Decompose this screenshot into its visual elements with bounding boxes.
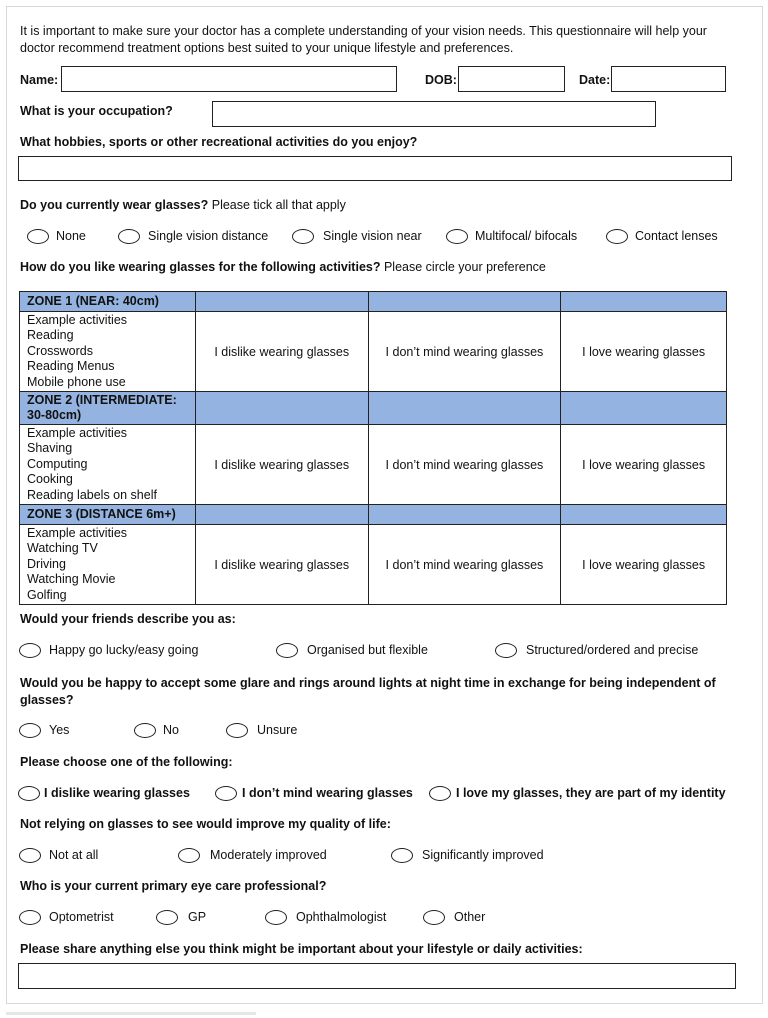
name-label: Name: bbox=[20, 73, 59, 87]
activity-item: Reading labels on shelf bbox=[27, 487, 157, 502]
radio-ophthalmologist[interactable] bbox=[265, 910, 287, 925]
radio-structured[interactable] bbox=[495, 643, 517, 658]
radio-not-at-all[interactable] bbox=[19, 848, 41, 863]
radio-significantly-improved[interactable] bbox=[391, 848, 413, 863]
activity-item: Mobile phone use bbox=[27, 374, 126, 389]
radio-unsure[interactable] bbox=[226, 723, 248, 738]
glare-question: Would you be happy to accept some glare and rings around lights at night time in exchange for being independent of glasses? bbox=[20, 676, 716, 707]
friends-question: Would your friends describe you as: bbox=[20, 612, 236, 626]
zone-3-pref-dislike[interactable]: I dislike wearing glasses bbox=[195, 525, 368, 605]
option-moderately-improved: Moderately improved bbox=[210, 848, 327, 862]
option-dislike-glasses: I dislike wearing glasses bbox=[44, 786, 190, 800]
radio-love-glasses[interactable] bbox=[429, 786, 451, 801]
zone-header-row bbox=[20, 292, 727, 312]
radio-multifocal[interactable] bbox=[446, 229, 468, 244]
option-single-vision-near: Single vision near bbox=[323, 229, 422, 243]
zone-2-pref-love[interactable]: I love wearing glasses bbox=[561, 425, 727, 505]
radio-single-vision-distance[interactable] bbox=[118, 229, 140, 244]
option-multifocal: Multifocal/ bifocals bbox=[475, 229, 578, 243]
activity-item: Reading Menus bbox=[27, 359, 115, 374]
zone-row bbox=[20, 312, 727, 392]
intro-text: It is important to make sure your doctor has a complete understanding of your vision needs. This questionnaire will help your doctor recommend treatment options best suited to your unique lifestyle and preferences. bbox=[20, 24, 707, 55]
activity-item: Watching Movie bbox=[27, 572, 116, 587]
dob-label: DOB: bbox=[425, 73, 457, 87]
option-organised: Organised but flexible bbox=[307, 643, 428, 657]
name-field[interactable] bbox=[61, 66, 397, 92]
activities-question-bold: How do you like wearing glasses for the following activities? bbox=[20, 260, 381, 274]
activity-item: Shaving bbox=[27, 441, 73, 456]
zone-1-pref-dislike[interactable]: I dislike wearing glasses bbox=[195, 312, 368, 392]
option-single-vision-distance: Single vision distance bbox=[148, 229, 269, 243]
dob-field[interactable] bbox=[458, 66, 565, 92]
option-other: Other bbox=[454, 910, 486, 924]
zone-header-row bbox=[20, 505, 727, 525]
zone-2-activities bbox=[20, 425, 196, 505]
radio-no[interactable] bbox=[134, 723, 156, 738]
option-significantly-improved: Significantly improved bbox=[422, 848, 544, 862]
radio-contact-lenses[interactable] bbox=[606, 229, 628, 244]
glasses-question-bold: Do you currently wear glasses? bbox=[20, 198, 209, 212]
glasses-question-rest: Please tick all that apply bbox=[208, 198, 346, 212]
hobbies-field[interactable] bbox=[18, 156, 732, 181]
radio-organised[interactable] bbox=[276, 643, 298, 658]
quality-question: Not relying on glasses to see would improve my quality of life: bbox=[20, 817, 391, 831]
radio-moderately-improved[interactable] bbox=[178, 848, 200, 863]
zone-row bbox=[20, 425, 727, 505]
activities-question bbox=[20, 260, 546, 274]
zone-2-pref-dislike[interactable]: I dislike wearing glasses bbox=[195, 425, 368, 505]
zone-3-activities bbox=[20, 525, 196, 605]
choose-question: Please choose one of the following: bbox=[20, 755, 233, 769]
zone-1-pref-dont-mind[interactable]: I don’t mind wearing glasses bbox=[368, 312, 561, 392]
option-dont-mind-glasses: I don’t mind wearing glasses bbox=[242, 786, 413, 800]
radio-dont-mind-glasses[interactable] bbox=[215, 786, 237, 801]
zone-1-title: ZONE 1 (NEAR: 40cm) bbox=[20, 292, 196, 312]
activity-item: Example activities bbox=[27, 526, 128, 541]
activity-item: Example activities bbox=[27, 313, 128, 327]
activity-item: Example activities bbox=[27, 426, 128, 441]
date-field[interactable] bbox=[611, 66, 726, 92]
option-not-at-all: Not at all bbox=[49, 848, 99, 862]
option-structured: Structured/ordered and precise bbox=[526, 643, 699, 657]
date-label: Date: bbox=[579, 73, 611, 87]
zone-1-activities bbox=[20, 312, 196, 392]
zone-3-pref-dont-mind[interactable]: I don’t mind wearing glasses bbox=[368, 525, 561, 605]
activity-item: Crosswords bbox=[27, 343, 93, 358]
option-yes: Yes bbox=[49, 723, 70, 737]
radio-none[interactable] bbox=[27, 229, 49, 244]
zone-1-pref-love[interactable]: I love wearing glasses bbox=[561, 312, 727, 392]
radio-dislike-glasses[interactable] bbox=[18, 786, 40, 801]
option-none: None bbox=[56, 229, 86, 243]
radio-happy-go-lucky[interactable] bbox=[19, 643, 41, 658]
activity-item: Watching TV bbox=[27, 541, 98, 556]
share-question: Please share anything else you think might be important about your lifestyle or daily activities: bbox=[20, 942, 583, 956]
glasses-question bbox=[20, 198, 346, 212]
option-happy-go-lucky: Happy go lucky/easy going bbox=[49, 643, 199, 657]
option-unsure: Unsure bbox=[257, 723, 298, 737]
option-gp: GP bbox=[188, 910, 207, 924]
zone-header-row bbox=[20, 392, 727, 425]
hobbies-label: What hobbies, sports or other recreational activities do you enjoy? bbox=[20, 135, 418, 149]
zone-3-title: ZONE 3 (DISTANCE 6m+) bbox=[20, 505, 196, 525]
option-optometrist: Optometrist bbox=[49, 910, 114, 924]
option-contact-lenses: Contact lenses bbox=[635, 229, 718, 243]
activity-item: Golfing bbox=[27, 587, 67, 602]
option-no: No bbox=[163, 723, 179, 737]
option-love-glasses: I love my glasses, they are part of my identity bbox=[456, 786, 726, 800]
activity-item: Cooking bbox=[27, 472, 73, 487]
professional-question: Who is your current primary eye care professional? bbox=[20, 879, 327, 893]
radio-optometrist[interactable] bbox=[19, 910, 41, 925]
radio-gp[interactable] bbox=[156, 910, 178, 925]
footer-rule bbox=[6, 1012, 256, 1015]
radio-yes[interactable] bbox=[19, 723, 41, 738]
zones-table bbox=[19, 291, 727, 605]
occupation-field[interactable] bbox=[212, 101, 656, 127]
zone-row bbox=[20, 525, 727, 605]
radio-single-vision-near[interactable] bbox=[292, 229, 314, 244]
share-field[interactable] bbox=[18, 963, 736, 989]
activity-item: Driving bbox=[27, 556, 66, 571]
zone-2-pref-dont-mind[interactable]: I don’t mind wearing glasses bbox=[368, 425, 561, 505]
occupation-label: What is your occupation? bbox=[20, 104, 173, 118]
activities-question-rest: Please circle your preference bbox=[380, 260, 546, 274]
radio-other[interactable] bbox=[423, 910, 445, 925]
activity-item: Computing bbox=[27, 456, 88, 471]
zone-3-pref-love[interactable]: I love wearing glasses bbox=[561, 525, 727, 605]
activity-item: Reading bbox=[27, 328, 74, 343]
option-ophthalmologist: Ophthalmologist bbox=[296, 910, 387, 924]
zone-2-title: ZONE 2 (INTERMEDIATE: 30-80cm) bbox=[20, 392, 196, 425]
